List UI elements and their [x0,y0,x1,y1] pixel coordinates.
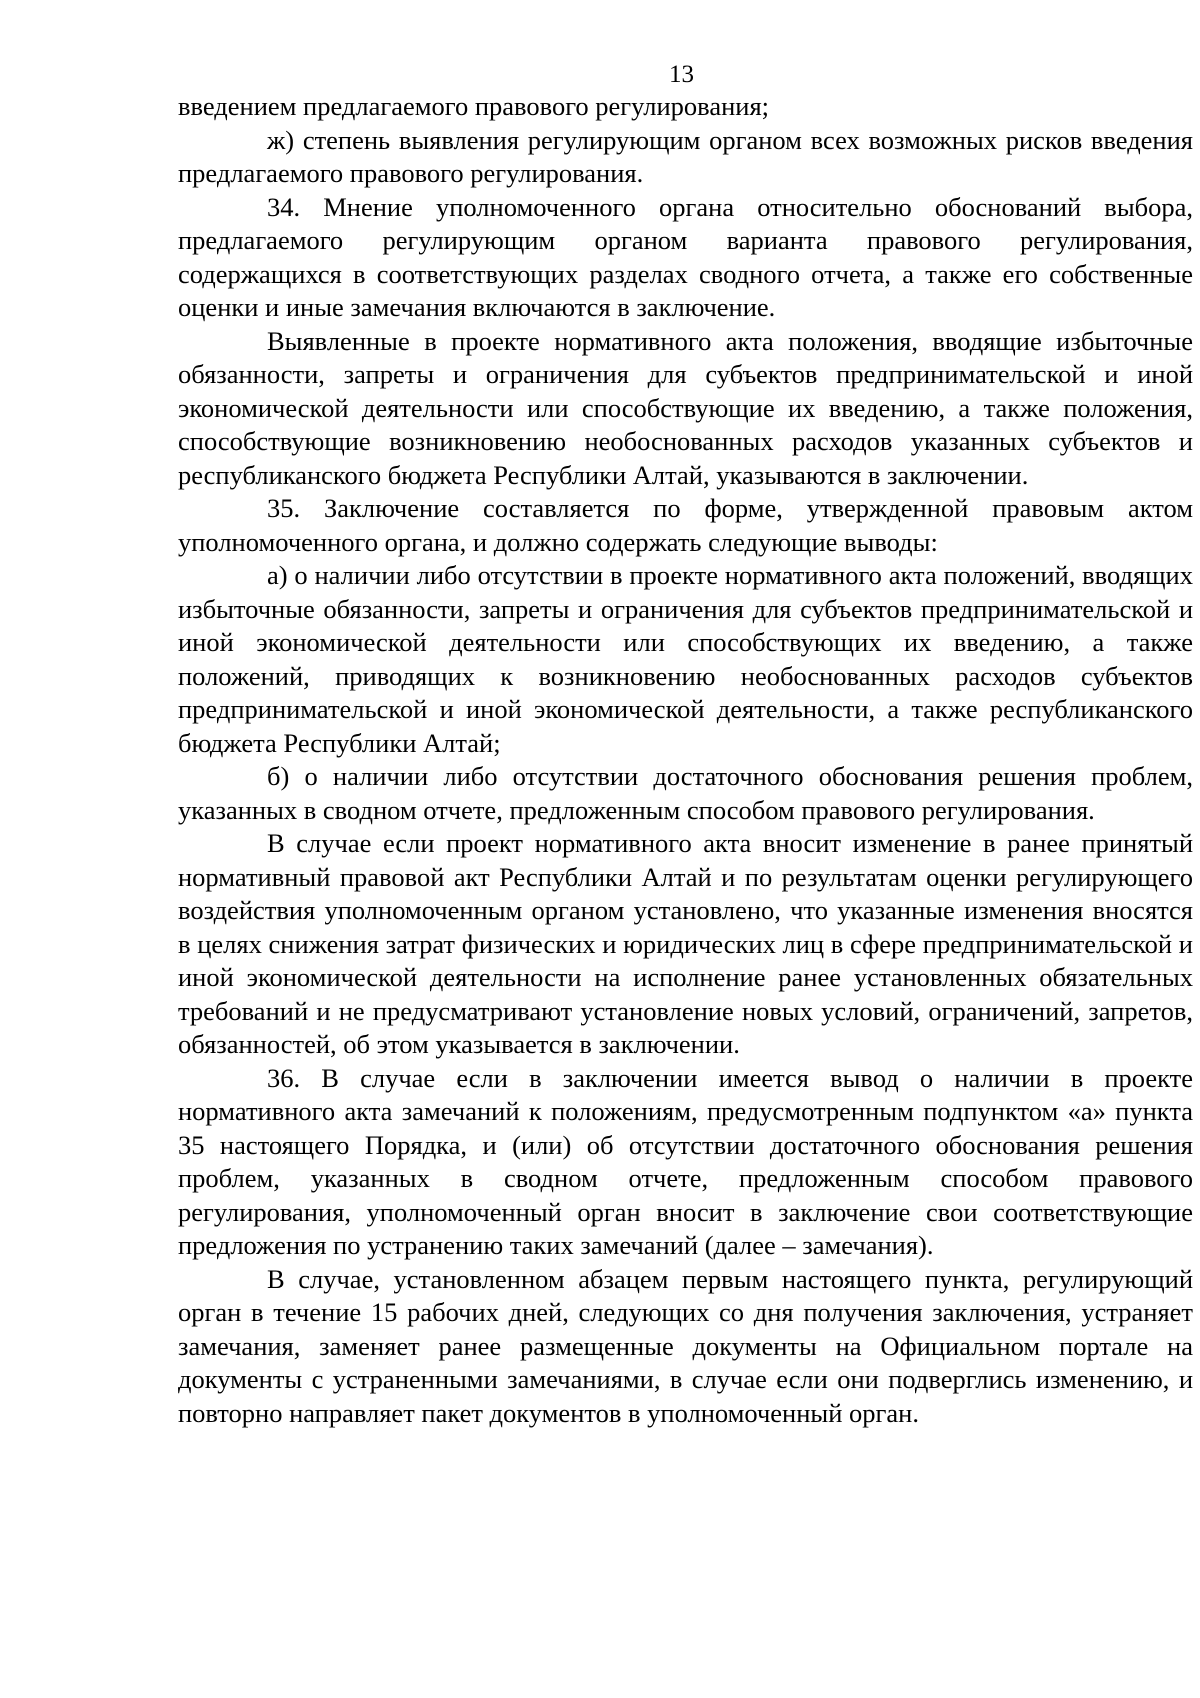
paragraph-continuation: введением предлагаемого правового регулирования; [178,91,770,121]
paragraph-clause-36: 36. В случае если в заключении имеется вывод о наличии в проекте нормативного акта замечаний к положениям, предусмотренным подпунктом «а» пункта 35 настоящего Порядка, и (или) об отсутствии достаточного обоснования решения проблем, указанных в сводном отчете, предложенным способом правового регулирования, уполномоченный орган вносит в заключение свои соответствующие предложения по устранению таких замечаний (далее – замечания). [178,1062,1193,1260]
paragraph-clause-35: 35. Заключение составляется по форме, утвержденной правовым актом уполномоченного органа, и должно содержать следующие выводы: [178,493,1193,557]
paragraph-clause-35-amendment: В случае если проект нормативного акта вносит изменение в ранее принятый нормативный правовой акт Республики Алтай и по результатам оценки регулирующего воздействия уполномоченным органом установлено, что указанные изменения вносятся в целях снижения затрат физических и юридических лиц в сфере предпринимательской и иной экономической деятельности на исполнение ранее установленных обязательных требований и не предусматривают установление новых условий, ограничений, запретов, обязанностей, об этом указывается в заключении. [178,828,1193,1059]
paragraph-item-a: а) о наличии либо отсутствии в проекте нормативного акта положений, вводящих избыточные обязанности, запреты и ограничения для субъектов предпринимательской и иной экономической деятельности или способствующих их введению, а также положений, приводящих к возникновению необоснованных расходов субъектов предпринимательской и иной экономической деятельности, а также республиканского бюджета Республики Алтай; [178,560,1193,758]
paragraph-item-b: б) о наличии либо отсутствии достаточного обоснования решения проблем, указанных в сводном отчете, предложенным способом правового регулирования. [178,761,1193,825]
document-body [178,90,1193,1430]
page-number: 13 [669,61,694,88]
paragraph-clause-36-procedure: В случае, установленном абзацем первым настоящего пункта, регулирующий орган в течение 15 рабочих дней, следующих со дня получения заключения, устраняет замечания, заменяет ранее размещенные документы на Официальном портале на документы с устраненными замечаниями, в случае если они подверглись изменению, и повторно направляет пакет документов в уполномоченный орган. [178,1263,1193,1428]
paragraph-clause-34-identified: Выявленные в проекте нормативного акта положения, вводящие избыточные обязанности, запреты и ограничения для субъектов предпринимательской и иной экономической деятельности или способствующие их введению, а также положения, способствующие возникновению необоснованных расходов указанных субъектов и республиканского бюджета Республики Алтай, указываются в заключении. [178,325,1193,490]
paragraph-item-zh: ж) степень выявления регулирующим органом всех возможных рисков введения предлагаемого правового регулирования. [178,124,1193,188]
paragraph-clause-34: 34. Мнение уполномоченного органа относительно обоснований выбора, предлагаемого регулирующим органом варианта правового регулирования, содержащихся в соответствующих разделах сводного отчета, а также его собственные оценки и иные замечания включаются в заключение. [178,191,1193,322]
